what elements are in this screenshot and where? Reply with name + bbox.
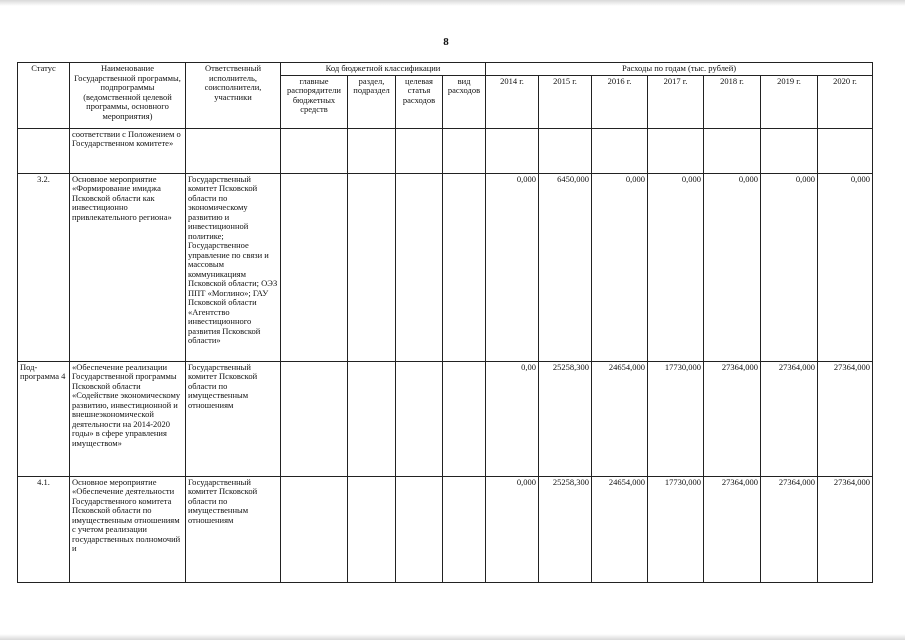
year-header: 2018 г. [704, 75, 761, 128]
budget-cell [396, 476, 443, 582]
budget-cell [443, 476, 486, 582]
row-executor [186, 128, 281, 173]
year-value: 0,000 [761, 173, 818, 361]
row-executor: Государственный комитет Псковской области по имущественным отношениям [186, 361, 281, 476]
expenses-header: Расходы по годам (тыс. рублей) [486, 63, 873, 76]
table-row [18, 476, 873, 582]
row-executor: Государственный комитет Псковской области по имущественным отношениям [186, 476, 281, 582]
budget-subheader: вид расходов [443, 75, 486, 128]
status-header: Статус [18, 63, 70, 129]
year-value: 25258,300 [539, 476, 592, 582]
year-value: 0,000 [704, 173, 761, 361]
year-value: 0,000 [486, 173, 539, 361]
scan-edge-bottom [0, 634, 905, 640]
row-status: Под-программа 4 [18, 361, 70, 476]
row-status: 4.1. [18, 476, 70, 582]
year-value: 17730,000 [648, 476, 704, 582]
budget-cell [281, 476, 348, 582]
header-row-1 [18, 63, 873, 76]
row-name: Основное мероприятие «Обеспечение деятельности Государственного комитета Псковской области по имущественным отношениям с учетом реализации государственных полномочий и [70, 476, 186, 582]
year-value: 0,000 [648, 173, 704, 361]
row-status [18, 128, 70, 173]
year-header: 2016 г. [592, 75, 648, 128]
budget-cell [281, 128, 348, 173]
year-value [592, 128, 648, 173]
row-name: Основное мероприятие «Формирование имиджа Псковской области как инвестиционно привлекательного региона» [70, 173, 186, 361]
year-value [486, 128, 539, 173]
executor-header: Ответственный исполнитель, соисполнители, участники [186, 63, 281, 129]
year-value: 0,000 [818, 173, 873, 361]
table-row [18, 173, 873, 361]
row-status: 3.2. [18, 173, 70, 361]
budget-code-header: Код бюджетной классификации [281, 63, 486, 76]
row-name: «Обеспечение реализации Государственной программы Псковской области «Содействие экономическому развитию, инвестиционной и внешнеэкономической деятельности на 2014-2020 годы» в сфере управления имуществом» [70, 361, 186, 476]
budget-cell [348, 361, 396, 476]
budget-cell [396, 128, 443, 173]
year-value [818, 128, 873, 173]
scan-edge-top [0, 0, 905, 6]
year-value: 0,000 [486, 476, 539, 582]
year-header: 2017 г. [648, 75, 704, 128]
year-value: 27364,000 [761, 361, 818, 476]
name-header: Наименование Государственной программы, подпрограммы (ведомственной целевой программы, основного мероприятия) [70, 63, 186, 129]
budget-cell [396, 361, 443, 476]
table-row [18, 361, 873, 476]
budget-subheader: раздел, подраздел [348, 75, 396, 128]
year-value: 25258,300 [539, 361, 592, 476]
year-header: 2014 г. [486, 75, 539, 128]
year-value: 0,00 [486, 361, 539, 476]
budget-cell [443, 128, 486, 173]
year-header: 2019 г. [761, 75, 818, 128]
page-number: 8 [443, 36, 449, 48]
row-executor: Государственный комитет Псковской области по экономическому развитию и инвестиционной политике; Государственное управление по связи и массовым коммуникациям Псковской области; ОЭЗ ППТ «Моглино»; ГАУ Псковской области «Агентство инвестиционного развития Псковской области» [186, 173, 281, 361]
budget-subheader: целевая статья расходов [396, 75, 443, 128]
year-value: 27364,000 [761, 476, 818, 582]
year-value: 27364,000 [704, 476, 761, 582]
year-header: 2020 г. [818, 75, 873, 128]
row-name: соответствии с Положением о Государственном комитете» [70, 128, 186, 173]
budget-cell [281, 173, 348, 361]
year-value: 0,000 [592, 173, 648, 361]
budget-cell [281, 361, 348, 476]
budget-cell [443, 173, 486, 361]
year-value [761, 128, 818, 173]
budget-cell [348, 128, 396, 173]
budget-cell [348, 476, 396, 582]
year-value [648, 128, 704, 173]
budget-cell [396, 173, 443, 361]
budget-cell [348, 173, 396, 361]
budget-subheader: главные распорядители бюджетных средств [281, 75, 348, 128]
table-row [18, 128, 873, 173]
year-value: 24654,000 [592, 361, 648, 476]
year-value: 27364,000 [818, 476, 873, 582]
year-value: 27364,000 [704, 361, 761, 476]
year-value: 17730,000 [648, 361, 704, 476]
budget-cell [443, 361, 486, 476]
year-value: 24654,000 [592, 476, 648, 582]
year-header: 2015 г. [539, 75, 592, 128]
budget-table [17, 62, 873, 583]
year-value [704, 128, 761, 173]
year-value: 27364,000 [818, 361, 873, 476]
year-value: 6450,000 [539, 173, 592, 361]
year-value [539, 128, 592, 173]
